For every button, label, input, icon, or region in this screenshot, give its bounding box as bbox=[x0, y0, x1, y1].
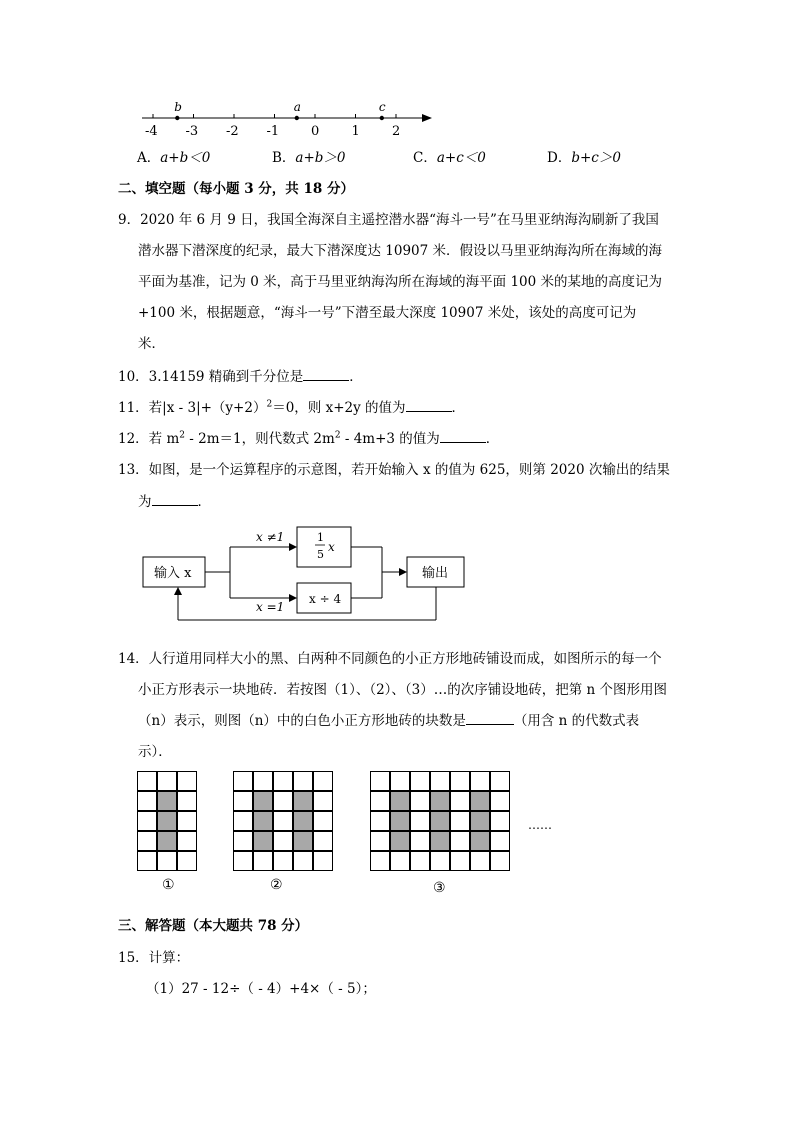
tick-label: 2 bbox=[392, 124, 401, 138]
white-tile bbox=[273, 771, 293, 791]
white-tile bbox=[273, 791, 293, 811]
white-tile bbox=[470, 771, 490, 791]
tick-label: -1 bbox=[266, 124, 280, 138]
q14-line-1: 14．人行道用同样大小的黑、白两种不同颜色的小正方形地砖铺设而成，如图所示的每一个 bbox=[118, 651, 662, 667]
white-tile bbox=[450, 831, 470, 851]
divide-by-4-label: x ÷ 4 bbox=[309, 592, 342, 606]
answer-blank[interactable] bbox=[152, 493, 198, 506]
q13-line-2 bbox=[138, 490, 211, 510]
q9-line-2: 潜水器下潜深度的纪录，最大下潜深度达 10907 米．假设以马里亚纳海沟所在海域的海 bbox=[138, 243, 663, 259]
option-c bbox=[413, 146, 486, 166]
white-tile bbox=[293, 771, 313, 791]
white-tile bbox=[177, 811, 197, 831]
dark-tile bbox=[293, 831, 313, 851]
tick-label: -2 bbox=[226, 124, 239, 138]
option-expr: a+b＞0 bbox=[295, 150, 346, 166]
condition-one: x =1 bbox=[256, 600, 285, 614]
dark-tile bbox=[253, 831, 273, 851]
white-tile bbox=[313, 791, 333, 811]
white-tile bbox=[313, 771, 333, 791]
white-tile bbox=[490, 771, 510, 791]
point-label: c bbox=[378, 100, 386, 114]
fraction-denominator: 5 bbox=[317, 548, 324, 561]
white-tile bbox=[370, 851, 390, 871]
white-tile bbox=[253, 771, 273, 791]
q14-text: （n）表示，则图（n）中的白色小正方形地砖的块数是 bbox=[138, 713, 466, 729]
option-letter: A． bbox=[137, 150, 161, 166]
white-tile bbox=[273, 851, 293, 871]
dark-tile bbox=[470, 791, 490, 811]
white-tile bbox=[390, 851, 410, 871]
q12-text-3: - 4m+3 的值为 bbox=[340, 431, 440, 447]
white-tile bbox=[233, 811, 253, 831]
white-tile bbox=[177, 831, 197, 851]
white-tile bbox=[490, 851, 510, 871]
white-tile bbox=[313, 831, 333, 851]
dark-tile bbox=[390, 791, 410, 811]
white-tile bbox=[137, 771, 157, 791]
dark-tile bbox=[390, 831, 410, 851]
white-tile bbox=[177, 791, 197, 811]
option-d bbox=[547, 146, 621, 166]
white-tile bbox=[157, 771, 177, 791]
q12 bbox=[118, 427, 499, 447]
white-tile bbox=[313, 851, 333, 871]
white-tile bbox=[410, 811, 430, 831]
dark-tile bbox=[470, 831, 490, 851]
white-tile bbox=[430, 851, 450, 871]
q12-text-2: - 2m＝1，则代数式 2m bbox=[185, 431, 335, 447]
white-tile bbox=[177, 851, 197, 871]
white-tile bbox=[470, 851, 490, 871]
q11 bbox=[118, 396, 465, 416]
q11-text-2: ＝0，则 x+2y 的值为 bbox=[272, 400, 406, 416]
exponent: 2 bbox=[266, 399, 273, 410]
tick-label: -4 bbox=[145, 124, 158, 138]
section-3-title: 三、解答题（本大题共 78 分） bbox=[118, 918, 309, 934]
output-label: 输出 bbox=[422, 566, 449, 581]
white-tile bbox=[430, 771, 450, 791]
dark-tile bbox=[253, 811, 273, 831]
white-tile bbox=[370, 791, 390, 811]
white-tile bbox=[450, 791, 470, 811]
q14-text-2: （用含 n 的代数式表 bbox=[513, 713, 640, 729]
q9-line-1: 9．2020 年 6 月 9 日，我国全海深自主遥控潜水器“海斗一号”在马里亚纳海沟刷新了我国 bbox=[118, 212, 659, 228]
q15-line-1: 15．计算： bbox=[118, 950, 190, 966]
q10 bbox=[118, 365, 363, 385]
q11-text: 11．若|x - 3|+（y+2） bbox=[118, 400, 267, 416]
white-tile bbox=[490, 811, 510, 831]
white-tile bbox=[410, 771, 430, 791]
white-tile bbox=[137, 811, 157, 831]
white-tile bbox=[370, 771, 390, 791]
option-letter: D． bbox=[547, 150, 572, 166]
q9-line-4: +100 米，根据题意，“海斗一号”下潜至最大深度 10907 米处，该处的高度可记为 bbox=[138, 305, 637, 321]
option-a bbox=[137, 146, 210, 166]
point-label: a bbox=[293, 100, 301, 114]
q12-text: 12．若 m bbox=[118, 431, 180, 447]
white-tile bbox=[273, 831, 293, 851]
q13-end: ． bbox=[197, 494, 211, 510]
white-tile bbox=[490, 831, 510, 851]
q9-line-5: 米． bbox=[138, 336, 165, 352]
answer-blank[interactable] bbox=[440, 430, 486, 443]
white-tile bbox=[490, 791, 510, 811]
dark-tile bbox=[293, 791, 313, 811]
point-a bbox=[295, 116, 299, 120]
input-label: 输入 x bbox=[154, 566, 192, 581]
point-c bbox=[380, 116, 384, 120]
point-b bbox=[175, 116, 179, 120]
option-letter: B． bbox=[272, 150, 296, 166]
white-tile bbox=[410, 851, 430, 871]
divide-by-5-box bbox=[297, 527, 351, 567]
q14-line-4: 示）． bbox=[138, 744, 172, 760]
dark-tile bbox=[430, 791, 450, 811]
answer-blank[interactable] bbox=[303, 368, 349, 381]
q13-line-1: 13．如图，是一个运算程序的示意图，若开始输入 x 的值为 625，则第 2020 次输出的结果 bbox=[118, 462, 670, 478]
dark-tile bbox=[157, 831, 177, 851]
option-expr: b+c＞0 bbox=[571, 150, 621, 166]
option-b bbox=[272, 146, 346, 166]
white-tile bbox=[450, 811, 470, 831]
tick-label: 0 bbox=[311, 124, 320, 138]
option-letter: C． bbox=[413, 150, 437, 166]
q13-text: 为 bbox=[138, 494, 152, 510]
white-tile bbox=[137, 831, 157, 851]
white-tile bbox=[450, 771, 470, 791]
answer-blank[interactable] bbox=[466, 712, 514, 725]
q11-end: ． bbox=[451, 400, 466, 416]
white-tile bbox=[410, 831, 430, 851]
ellipsis: …… bbox=[528, 818, 552, 832]
white-tile bbox=[370, 811, 390, 831]
dark-tile bbox=[430, 811, 450, 831]
tick-label: 1 bbox=[351, 124, 360, 138]
point-label: b bbox=[174, 100, 182, 114]
white-tile bbox=[450, 851, 470, 871]
q12-end: ． bbox=[485, 431, 500, 447]
white-tile bbox=[410, 791, 430, 811]
section-2-title: 二、填空题（每小题 3 分，共 18 分） bbox=[118, 181, 354, 197]
white-tile bbox=[233, 771, 253, 791]
dark-tile bbox=[430, 831, 450, 851]
white-tile bbox=[313, 811, 333, 831]
white-tile bbox=[177, 771, 197, 791]
white-tile bbox=[233, 831, 253, 851]
dark-tile bbox=[253, 791, 273, 811]
figure-label-2: ② bbox=[270, 877, 283, 893]
q14-line-2: 小正方形表示一块地砖．若按图（1）、（2）、（3）…的次序铺设地砖，把第 n 个图形用图 bbox=[138, 682, 668, 698]
answer-blank[interactable] bbox=[406, 399, 452, 412]
white-tile bbox=[157, 851, 177, 871]
q9-line-3: 平面为基准，记为 0 米，高于马里亚纳海沟所在海域的海平面 100 米的某地的高度记为 bbox=[138, 274, 663, 290]
white-tile bbox=[273, 811, 293, 831]
white-tile bbox=[233, 791, 253, 811]
tick-label: -3 bbox=[185, 124, 199, 138]
fraction-variable: x bbox=[328, 540, 335, 554]
figure-label-3: ③ bbox=[433, 880, 446, 896]
condition-not-one: x ≠1 bbox=[256, 530, 285, 544]
dark-tile bbox=[157, 791, 177, 811]
option-expr: a+b＜0 bbox=[160, 150, 211, 166]
flowchart bbox=[130, 520, 480, 626]
white-tile bbox=[233, 851, 253, 871]
white-tile bbox=[137, 851, 157, 871]
fraction-numerator: 1 bbox=[317, 531, 324, 544]
q10-text: 10．3.14159 精确到千分位是 bbox=[118, 369, 304, 385]
dark-tile bbox=[390, 811, 410, 831]
exponent: 2 bbox=[334, 430, 341, 441]
white-tile bbox=[253, 851, 273, 871]
white-tile bbox=[137, 791, 157, 811]
figure-label-1: ① bbox=[162, 877, 175, 893]
white-tile bbox=[370, 831, 390, 851]
exponent: 2 bbox=[179, 430, 186, 441]
q14-line-3 bbox=[138, 709, 639, 729]
q10-end: ． bbox=[349, 369, 363, 385]
number-line bbox=[130, 96, 440, 138]
q15-line-2: （1）27 - 12÷（ - 4）+4×（ - 5）； bbox=[146, 981, 376, 997]
option-expr: a+c＜0 bbox=[436, 150, 486, 166]
dark-tile bbox=[470, 811, 490, 831]
dark-tile bbox=[157, 811, 177, 831]
dark-tile bbox=[293, 811, 313, 831]
white-tile bbox=[293, 851, 313, 871]
white-tile bbox=[390, 771, 410, 791]
